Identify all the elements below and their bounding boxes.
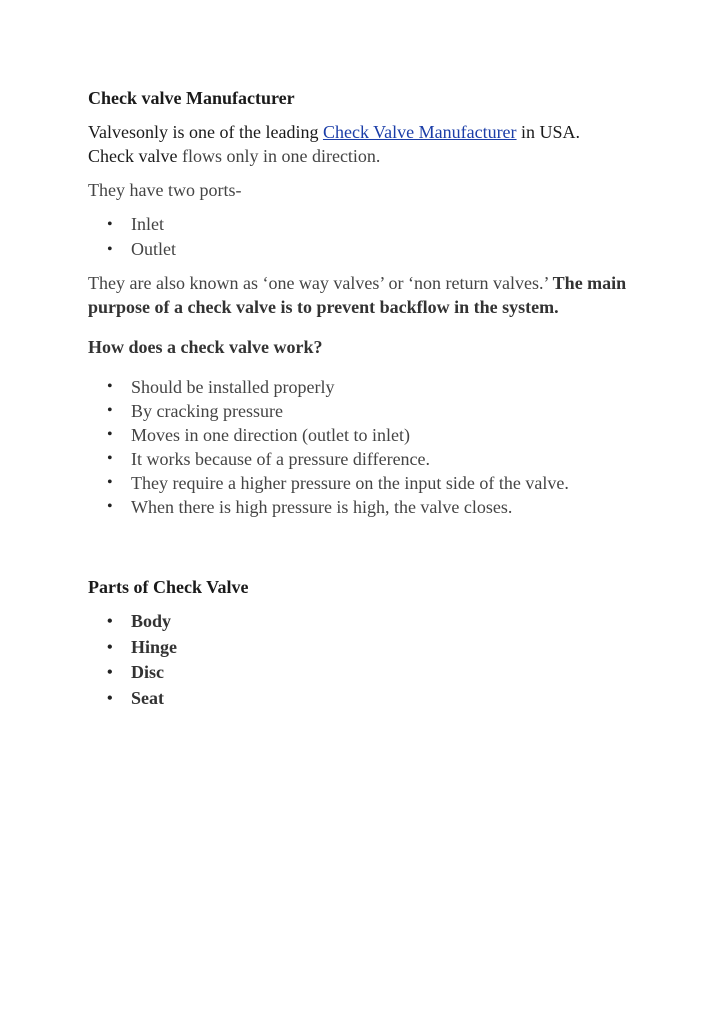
- bullet-icon: •: [107, 378, 113, 395]
- list-item-label: Moves in one direction (outlet to inlet): [131, 425, 410, 445]
- intro-text-end: in USA.: [516, 122, 581, 142]
- bullet-icon: •: [107, 498, 113, 515]
- document-title: Check valve Manufacturer: [88, 88, 295, 108]
- aka-text: They are also known as ‘one way valves’ or ‘non return valves.’: [88, 273, 553, 293]
- list-item: [88, 447, 648, 471]
- intro-line2-subject: Check valve: [88, 146, 178, 166]
- bullet-icon: •: [107, 689, 113, 707]
- document-page: [88, 86, 648, 711]
- bullet-icon: •: [107, 474, 113, 491]
- how-list: [88, 375, 648, 519]
- list-item-label: Should be installed properly: [131, 377, 335, 397]
- list-item-label: By cracking pressure: [131, 401, 283, 421]
- bullet-icon: •: [107, 216, 113, 233]
- list-item-label: Hinge: [131, 636, 178, 657]
- list-item-label: When there is high pressure is high, the valve closes.: [131, 497, 513, 517]
- parts-list: [88, 609, 648, 711]
- bullet-icon: •: [107, 638, 113, 656]
- list-item: [88, 495, 648, 519]
- bullet-icon: •: [107, 450, 113, 467]
- list-item: [88, 635, 648, 661]
- aka-paragraph: [88, 271, 648, 319]
- list-item-label: Disc: [131, 662, 164, 682]
- list-item: [88, 660, 648, 686]
- list-item: [88, 237, 648, 262]
- intro-paragraph: [88, 120, 648, 168]
- list-item-label: Body: [131, 611, 172, 631]
- list-item-label: It works because of a pressure difference.: [131, 449, 431, 469]
- parts-heading: Parts of Check Valve: [88, 577, 249, 597]
- intro-line2-rest: flows only in one direction.: [177, 146, 381, 166]
- bullet-icon: •: [107, 664, 113, 681]
- ports-intro: They have two ports-: [88, 180, 242, 200]
- list-item-label: Inlet: [131, 214, 164, 234]
- bullet-icon: •: [107, 402, 113, 419]
- intro-text-start: Valvesonly is one of the leading: [88, 122, 323, 142]
- list-item: [88, 686, 648, 712]
- list-item-label: Seat: [131, 687, 164, 708]
- ports-list: [88, 212, 648, 262]
- manufacturer-link[interactable]: Check Valve Manufacturer: [322, 122, 517, 142]
- list-item: [88, 212, 648, 237]
- bullet-icon: •: [107, 426, 113, 443]
- list-item: [88, 609, 648, 635]
- aka-purpose-bold: The main purpose of a check valve is to prevent backflow in the system.: [88, 273, 627, 317]
- bullet-icon: •: [107, 241, 113, 258]
- list-item: [88, 471, 648, 495]
- bullet-icon: •: [107, 613, 113, 630]
- list-item-label: They require a higher pressure on the input side of the valve.: [131, 473, 569, 493]
- list-item: [88, 399, 648, 423]
- list-item-label: Outlet: [131, 239, 176, 259]
- list-item: [88, 423, 648, 447]
- how-heading: How does a check valve work?: [88, 337, 323, 357]
- list-item: [88, 375, 648, 399]
